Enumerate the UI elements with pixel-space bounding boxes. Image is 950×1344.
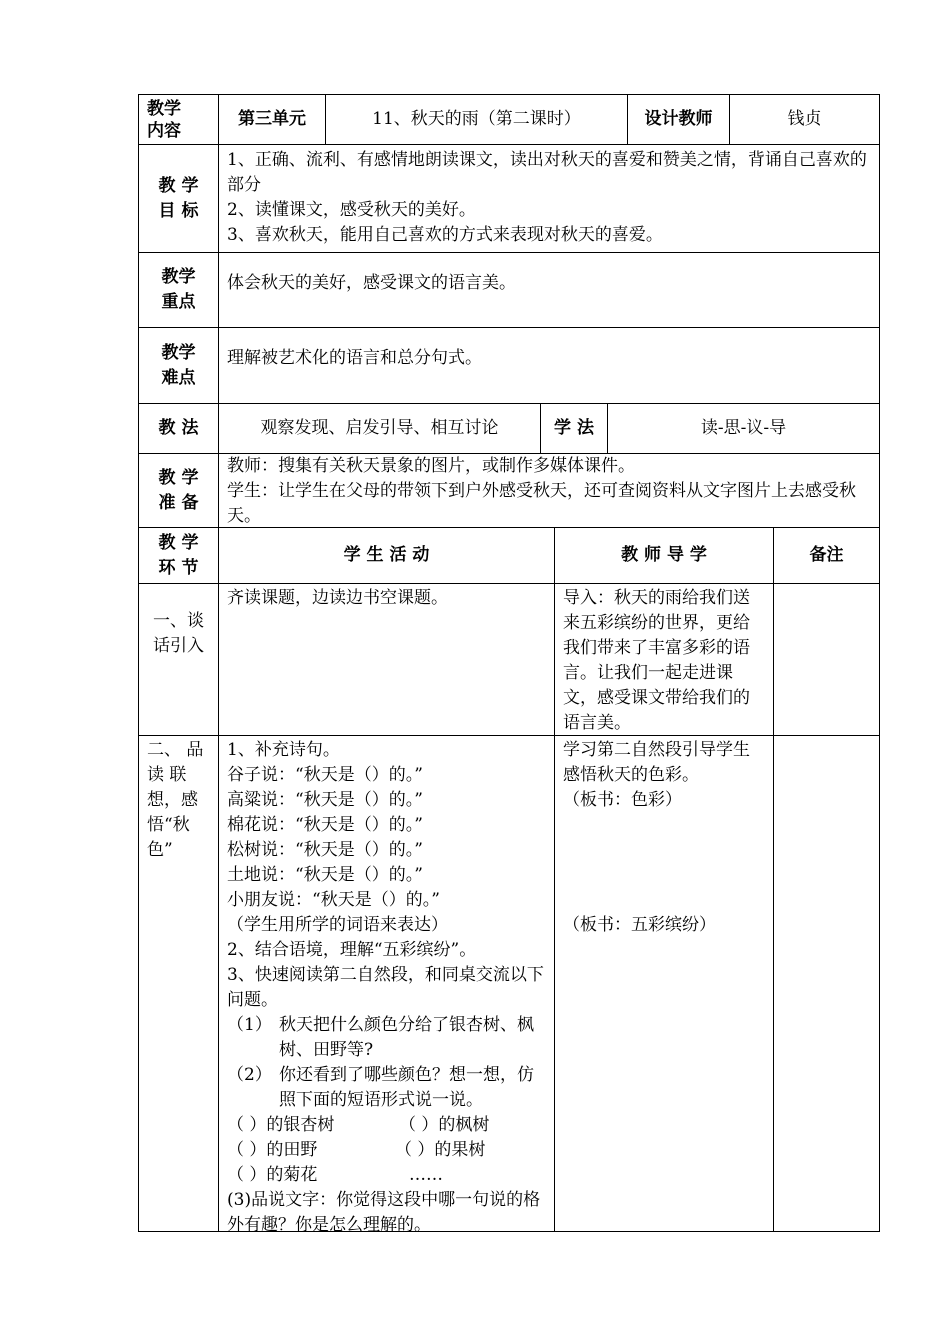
stage2-teacher-guide: 学习第二自然段引导学生感悟秋天的色彩。 <box>563 740 750 785</box>
phrase-item: （ ）的枫树 <box>399 1115 490 1135</box>
stage2-student-line: （学生用所学的词语来表达） <box>227 915 448 935</box>
goals-label-line1: 教 学 <box>158 175 199 196</box>
stage1-row <box>138 583 880 735</box>
stage2-student-line: 谷子说：“秋天是（）的。” <box>227 765 423 785</box>
stage2-row <box>138 735 880 1235</box>
key-points-label-line2: 重点 <box>161 292 196 312</box>
header-row <box>138 94 880 144</box>
key-points-label <box>139 253 219 327</box>
lesson-plan-table <box>138 94 880 1235</box>
teacher-guide-header: 教 师 导 学 <box>555 528 774 583</box>
phrase-item: …… <box>409 1165 443 1185</box>
stage1-student: 齐读课题，边读边书空课题。 <box>219 584 555 735</box>
goals-content <box>219 145 879 252</box>
goals-row <box>138 144 880 252</box>
stage2-name-line1: 二、 品 <box>147 740 204 760</box>
difficulties-row <box>138 327 880 403</box>
stage2-student-line: 2、结合语境，理解“五彩缤纷”。 <box>227 940 477 960</box>
methods-row <box>138 403 880 453</box>
stage-header-label <box>139 528 219 583</box>
stage1-name-line1: 一、谈 <box>153 611 204 631</box>
difficulties-label <box>139 328 219 403</box>
phrase-row-2 <box>227 1138 546 1163</box>
stage2-student-line: 土地说：“秋天是（）的。” <box>227 865 423 885</box>
question-1 <box>227 1013 546 1063</box>
phrase-item: （ ）的田野 <box>227 1140 318 1160</box>
stage2-student-line: 1、补充诗句。 <box>227 740 340 760</box>
question-2-text: 你还看到了哪些颜色？想一想，仿照下面的短语形式说一说。 <box>279 1065 534 1110</box>
stage2-student-line: 高粱说：“秋天是（）的。” <box>227 790 423 810</box>
goal-1: 1、正确、流利、有感情地朗读课文，读出对秋天的喜爱和赞美之情，背诵自己喜欢的部分 <box>227 150 867 195</box>
stage2-student-line: 松树说：“秋天是（）的。” <box>227 840 423 860</box>
stage2-name-line2: 读 联 <box>147 765 187 785</box>
prep-row <box>138 453 880 527</box>
difficulties-text: 理解被艺术化的语言和总分句式。 <box>227 348 482 368</box>
difficulties-label-line2: 难点 <box>161 367 196 388</box>
prep-student: 学生：让学生在父母的带领下到户外感受秋天，还可查阅资料从文字图片上去感受秋天。 <box>227 481 856 526</box>
phrase-item: （ ）的果树 <box>395 1140 486 1160</box>
prep-content <box>219 454 879 527</box>
student-activity-header: 学 生 活 动 <box>219 528 555 583</box>
question-1-number: （1） <box>227 1015 272 1035</box>
stage2-board-note-2: （板书：五彩缤纷） <box>563 915 716 935</box>
stage-header-line1: 教 学 <box>158 532 199 553</box>
stage1-name <box>139 584 219 735</box>
learn-method-label: 学 法 <box>541 404 608 453</box>
goal-3: 3、喜欢秋天，能用自己喜欢的方式来表现对秋天的喜爱。 <box>227 225 663 245</box>
key-points-text: 体会秋天的美好，感受课文的语言美。 <box>227 273 516 293</box>
stage2-notes <box>774 736 879 1231</box>
content-label: 教学 内容 <box>139 95 219 144</box>
question-1-text: 秋天把什么颜色分给了银杏树、枫树、田野等? <box>279 1015 534 1060</box>
question-3: (3)品说文字：你觉得这段中哪一句说的格外有趣？你是怎么理解的。 <box>227 1190 541 1235</box>
stage2-name <box>139 736 219 1231</box>
stage2-name-line4: 悟“秋 <box>147 815 190 835</box>
key-points-row <box>138 252 880 327</box>
section-header-row <box>138 527 880 583</box>
stage2-student-line: 棉花说：“秋天是（）的。” <box>227 815 423 835</box>
designer-name: 钱贞 <box>787 109 822 129</box>
prep-label-line2: 准 备 <box>158 492 199 513</box>
stage-header-line2: 环 节 <box>158 557 199 578</box>
stage2-name-line5: 色” <box>147 840 173 860</box>
notes-header: 备注 <box>809 545 844 565</box>
question-2 <box>227 1063 546 1113</box>
teach-method-label: 教 法 <box>139 404 219 453</box>
stage2-student-line: 3、快速阅读第二自然段，和同桌交流以下问题。 <box>227 965 544 1010</box>
stage1-name-line2: 话引入 <box>153 636 204 656</box>
goals-label-line2: 目 标 <box>158 200 199 221</box>
stage2-board-note-1: （板书：色彩） <box>563 790 682 810</box>
stage2-teacher <box>555 736 774 1231</box>
unit-cell: 第三单元 <box>219 95 326 144</box>
phrase-item: （ ）的菊花 <box>227 1165 318 1185</box>
phrase-item: （ ）的银杏树 <box>227 1115 335 1135</box>
stage2-student-line: 小朋友说：“秋天是（）的。” <box>227 890 440 910</box>
stage2-student <box>219 736 555 1235</box>
phrase-row-1 <box>227 1113 546 1138</box>
prep-label-line1: 教 学 <box>158 467 199 488</box>
prep-teacher: 教师：搜集有关秋天景象的图片，或制作多媒体课件。 <box>227 456 635 476</box>
stage2-name-line3: 想，感 <box>147 790 198 810</box>
stage1-teacher: 导入：秋天的雨给我们送来五彩缤纷的世界，更给我们带来了丰富多彩的语言。让我们一起走进课文，感受课文带给我们的语言美。 <box>555 584 774 735</box>
goal-2: 2、读懂课文，感受秋天的美好。 <box>227 200 476 220</box>
goals-label <box>139 145 219 252</box>
learn-method-value: 读-思-议-导 <box>700 418 787 438</box>
question-2-number: （2） <box>227 1065 272 1085</box>
phrase-row-3 <box>227 1163 546 1188</box>
prep-label <box>139 454 219 527</box>
designer-label: 设计教师 <box>628 95 730 144</box>
difficulties-label-line1: 教学 <box>161 342 196 363</box>
stage1-notes <box>774 584 879 735</box>
teach-method-value: 观察发现、启发引导、相互讨论 <box>219 404 541 453</box>
lesson-title: 11、秋天的雨（第二课时） <box>326 95 628 144</box>
key-points-label-line1: 教学 <box>161 267 196 287</box>
